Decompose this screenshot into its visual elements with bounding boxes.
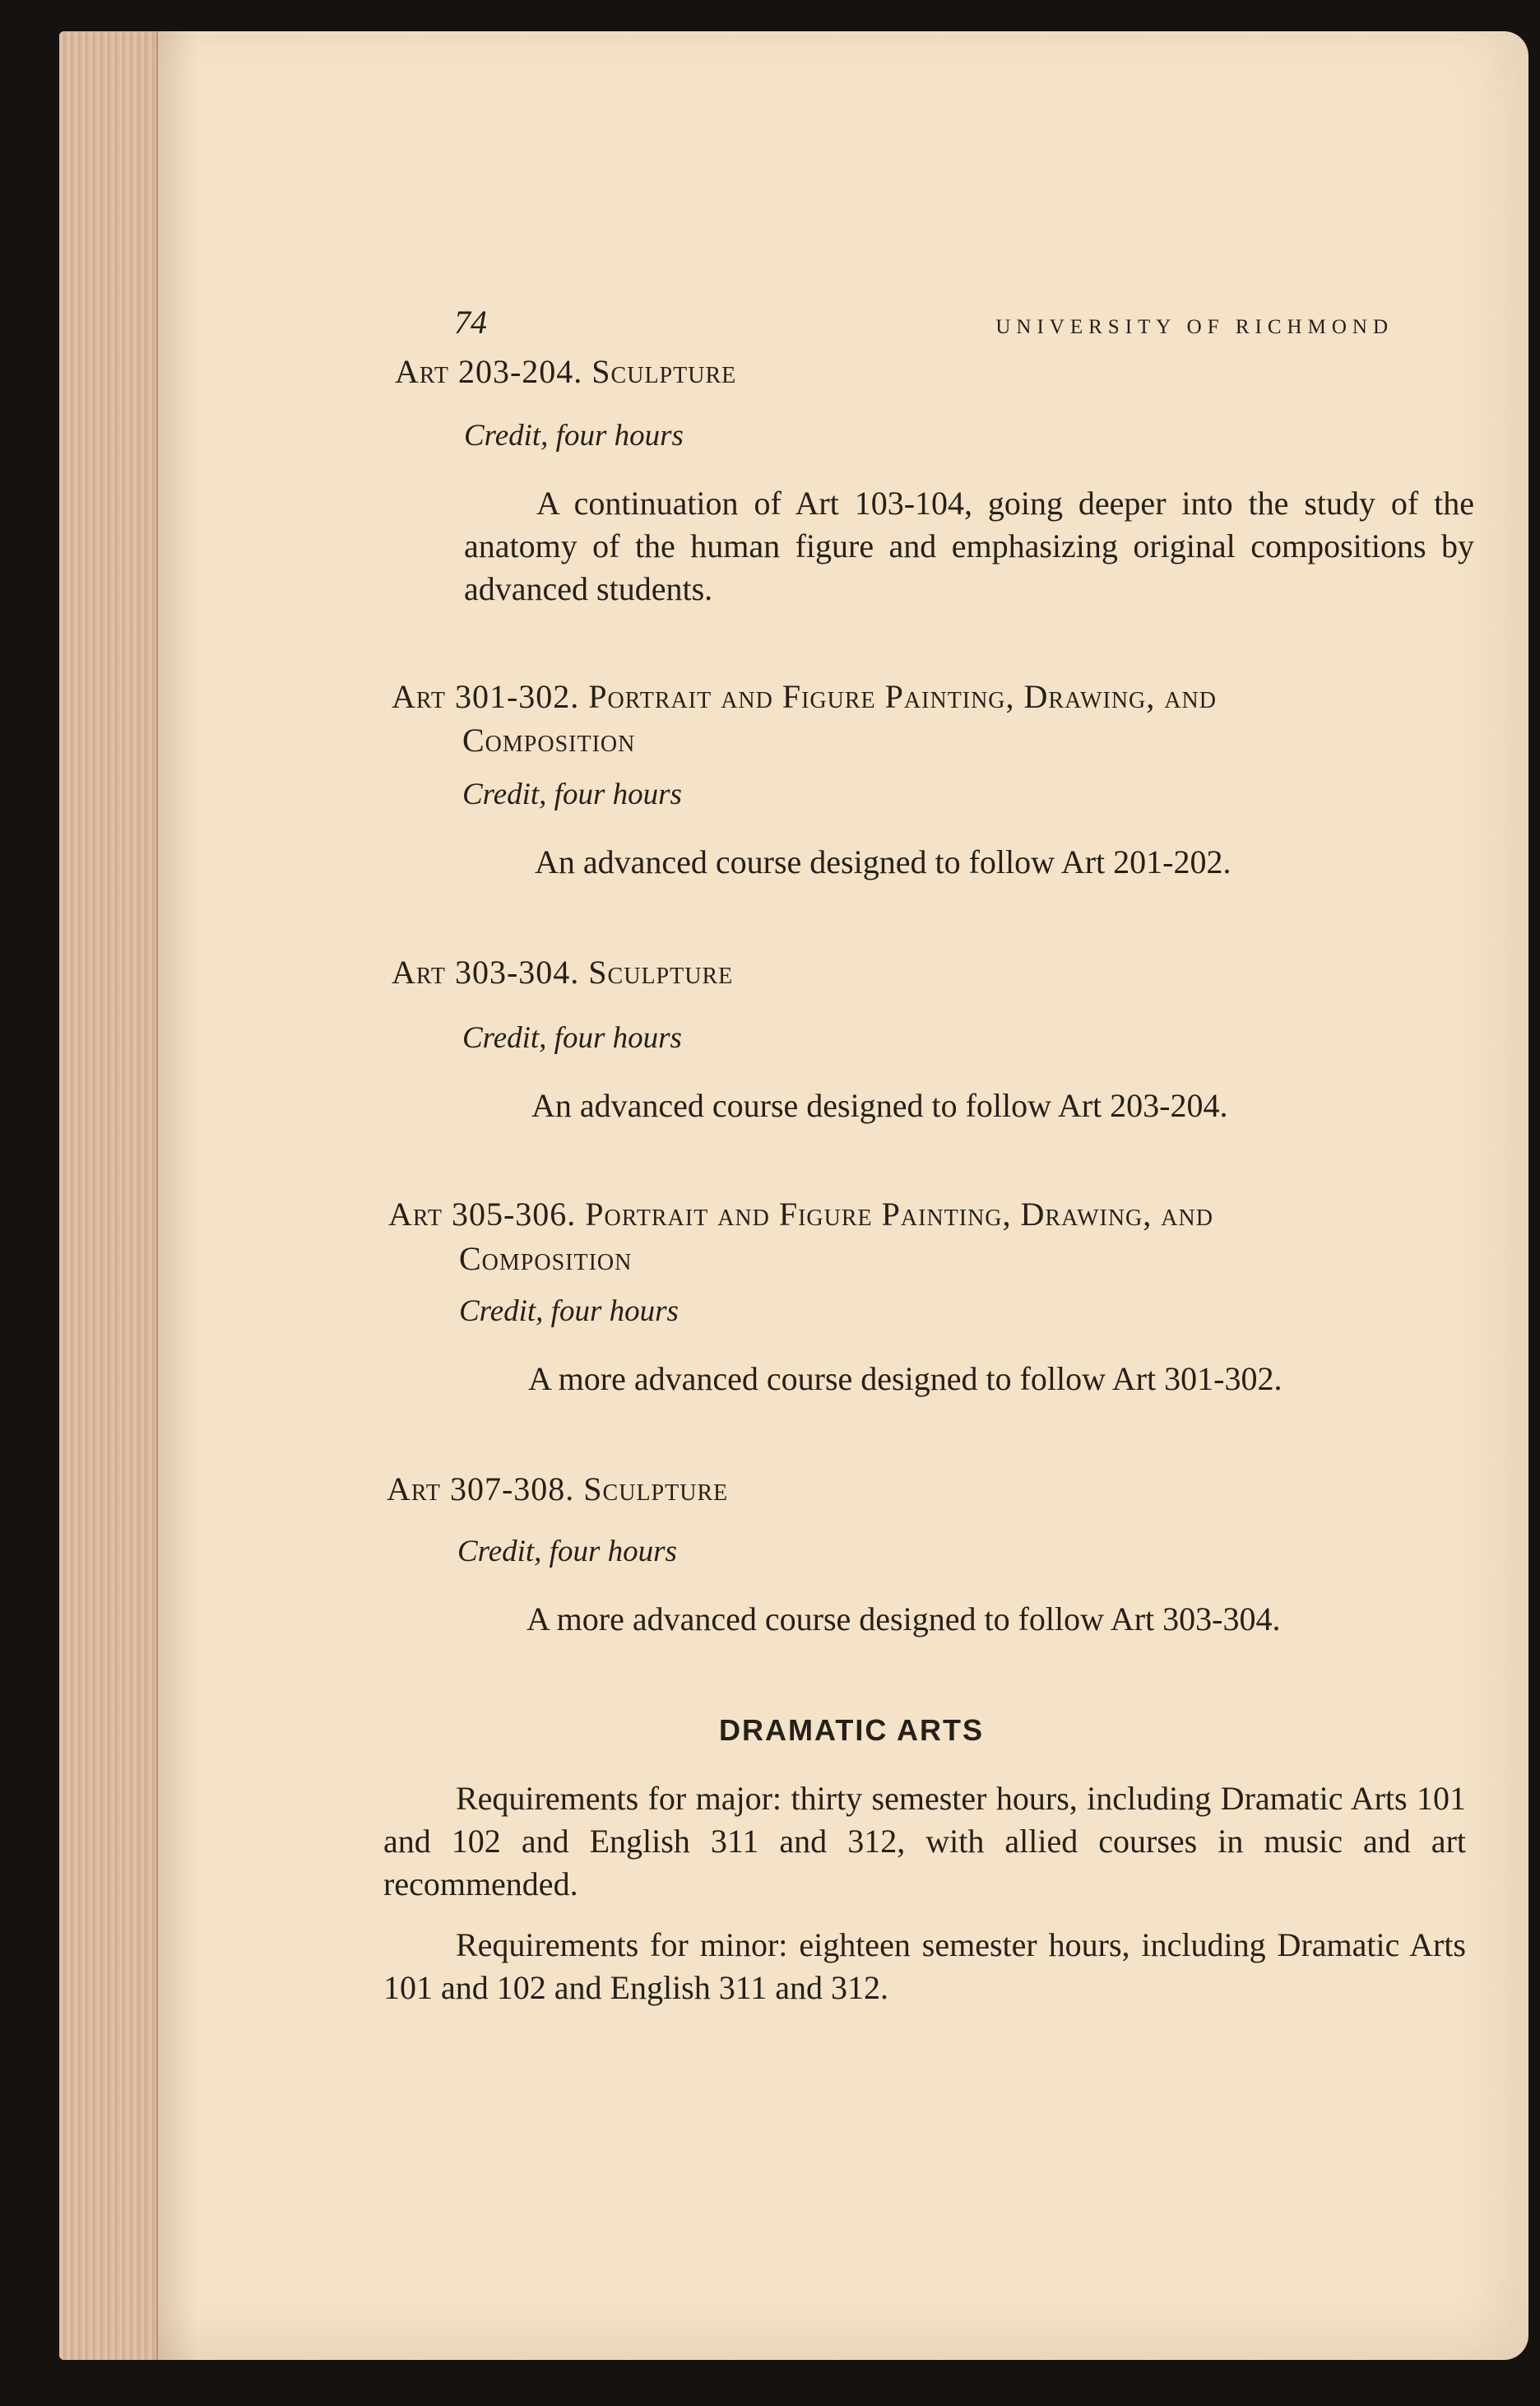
section-title: DRAMATIC ARTS <box>719 1713 984 1747</box>
page-edge-stack <box>59 31 158 2360</box>
course-heading: Art 305-306. Portrait and Figure Painting, Drawing, and <box>388 1196 1213 1233</box>
course-credit: Credit, four hours <box>462 778 682 811</box>
course-credit: Credit, four hours <box>459 1294 679 1328</box>
course-credit: Credit, four hours <box>464 419 684 453</box>
course-description: A more advanced course designed to follow Art 301-302. <box>528 1360 1283 1397</box>
page-number: 74 <box>454 304 487 341</box>
course-credit: Credit, four hours <box>457 1535 677 1568</box>
book-page <box>59 31 1528 2360</box>
course-description: A more advanced course designed to follow Art 303-304. <box>526 1600 1281 1637</box>
course-heading: Art 303-304. Sculpture <box>392 954 734 991</box>
gutter-shadow <box>156 31 197 2360</box>
course-description: An advanced course designed to follow Art 201-202. <box>535 843 1232 880</box>
course-heading: Art 301-302. Portrait and Figure Painting, Drawing, and <box>392 678 1217 715</box>
course-description: An advanced course designed to follow Art 203-204. <box>531 1087 1228 1124</box>
course-heading-continued: Composition <box>462 722 636 759</box>
major-requirements: Requirements for major: thirty semester hours, including Dramatic Arts 101 and 102 and English 311 and 312, with allied courses in music and art recommended. <box>383 1780 1466 1902</box>
course-heading-continued: Composition <box>459 1240 633 1277</box>
course-credit: Credit, four hours <box>462 1021 682 1055</box>
course-description: A continuation of Art 103-104, going deeper into the study of the anatomy of the human figure and emphasizing original compositions by advanced students. <box>464 485 1474 607</box>
running-head: UNIVERSITY OF RICHMOND <box>995 316 1394 338</box>
course-heading: Art 203-204. Sculpture <box>395 353 737 390</box>
course-heading: Art 307-308. Sculpture <box>387 1470 729 1507</box>
minor-requirements: Requirements for minor: eighteen semester hours, including Dramatic Arts 101 and 102 and English 311 and 312. <box>383 1926 1466 2006</box>
